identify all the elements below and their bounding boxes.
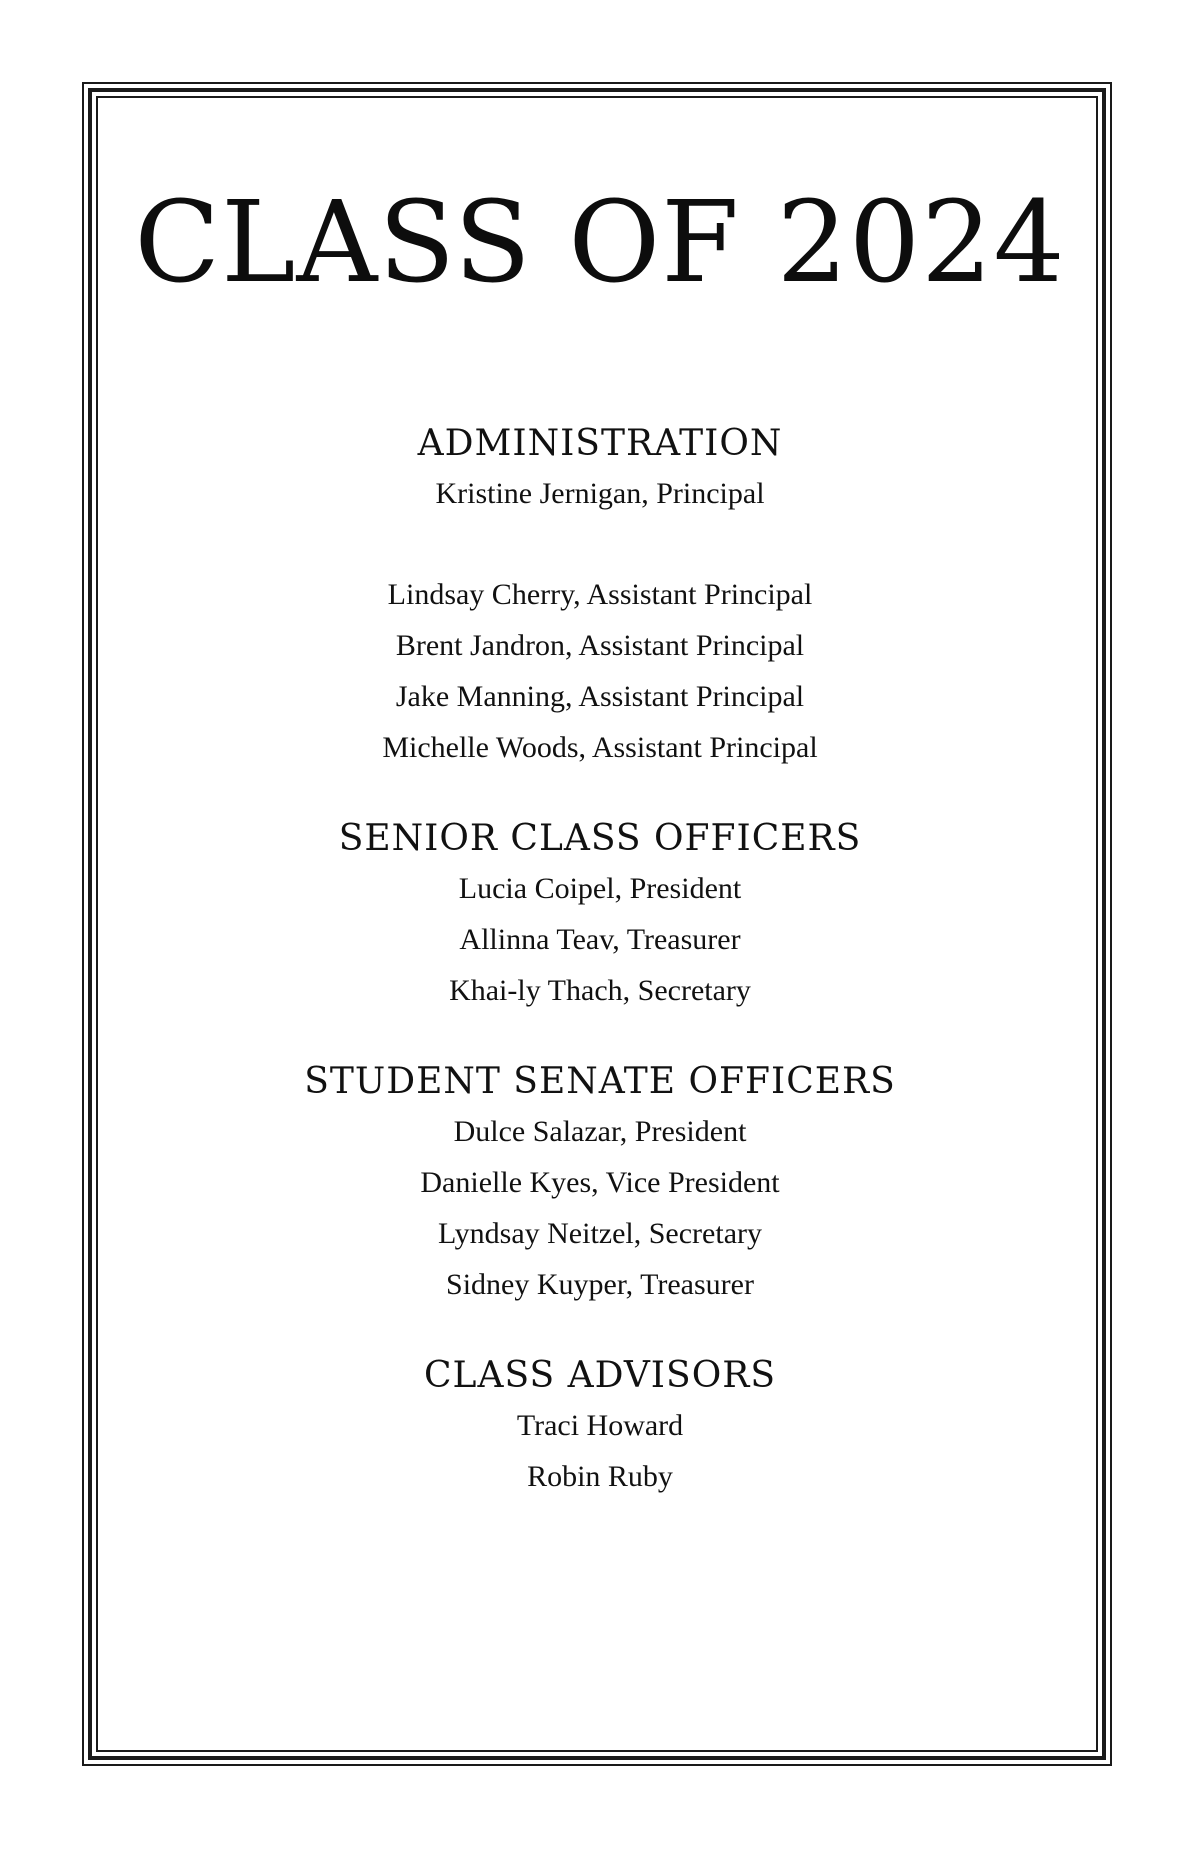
section-class-advisors bbox=[0, 1352, 1200, 1502]
list-item: Lyndsay Neitzel, Secretary bbox=[437, 1217, 763, 1250]
list-item: Brent Jandron, Assistant Principal bbox=[395, 629, 805, 662]
section-heading: SENIOR CLASS OFFICERS bbox=[338, 818, 862, 859]
section-heading: ADMINISTRATION bbox=[417, 423, 783, 464]
list-item: Sidney Kuyper, Treasurer bbox=[446, 1268, 754, 1301]
section-heading: STUDENT SENATE OFFICERS bbox=[304, 1061, 896, 1102]
list-item: Michelle Woods, Assistant Principal bbox=[382, 731, 818, 764]
page-title: CLASS OF 2024 bbox=[134, 178, 1066, 308]
spacer bbox=[0, 519, 1200, 569]
section-student-senate-officers bbox=[0, 1058, 1200, 1310]
list-item: Khai-ly Thach, Secretary bbox=[449, 974, 751, 1007]
list-item: Danielle Kyes, Vice President bbox=[420, 1166, 780, 1199]
section-administration bbox=[0, 420, 1200, 773]
section-senior-class-officers bbox=[0, 815, 1200, 1016]
list-item: Dulce Salazar, President bbox=[453, 1115, 747, 1148]
list-item: Kristine Jernigan, Principal bbox=[435, 477, 765, 510]
list-item: Traci Howard bbox=[516, 1409, 684, 1442]
section-heading: CLASS ADVISORS bbox=[424, 1355, 776, 1396]
roster-content bbox=[0, 420, 1200, 1544]
list-item: Jake Manning, Assistant Principal bbox=[395, 680, 805, 713]
list-item: Allinna Teav, Treasurer bbox=[459, 923, 741, 956]
list-item: Lucia Coipel, President bbox=[458, 872, 742, 905]
list-item: Lindsay Cherry, Assistant Principal bbox=[387, 578, 813, 611]
list-item: Robin Ruby bbox=[527, 1460, 673, 1493]
